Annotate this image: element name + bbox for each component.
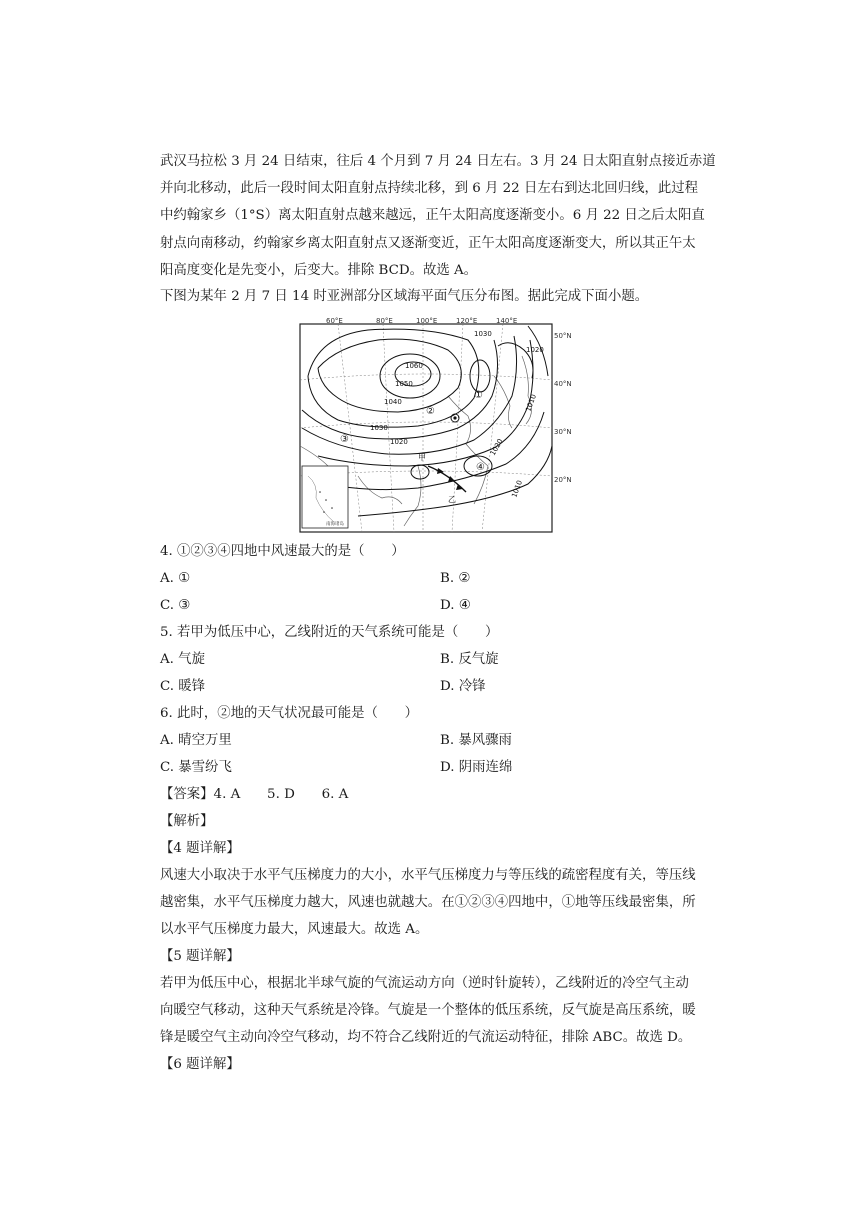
intro-line: 并向北移动，此后一段时间太阳直射点持续北移，到 6 月 22 日左右到达北回归线，此过程 xyxy=(160,181,699,197)
marker-2: ② xyxy=(426,406,435,417)
lon-label: 60°E xyxy=(326,317,343,325)
intro-line: 射点向南移动，约翰家乡离太阳直射点又逐渐变近，正午太阳高度逐渐变大，所以其正午太 xyxy=(160,235,696,251)
isobar-label: 1030 xyxy=(370,424,388,432)
q4-line: 以水平气压梯度力最大，风速最大。故选 A。 xyxy=(160,922,429,938)
lon-label: 140°E xyxy=(496,317,518,325)
q4-line: 越密集，水平气压梯度力越大，风速也就越大。在①②③④四地中，①地等压线最密集，所 xyxy=(160,895,696,911)
marker-yi: 乙 xyxy=(448,495,456,504)
question-6-option-c[interactable]: C. 暴雪纷飞 xyxy=(160,760,232,775)
answer-line: 【答案】4. A 5. D 6. A xyxy=(160,787,349,802)
question-5-option-d[interactable]: D. 冷锋 xyxy=(440,679,486,694)
isobar-label: 1040 xyxy=(384,398,402,406)
q5-line: 若甲为低压中心，根据北半球气旋的气流运动方向（逆时针旋转），乙线附近的冷空气主动 xyxy=(160,976,689,991)
isobar-label: 1020 xyxy=(390,438,408,446)
lon-label: 120°E xyxy=(456,317,478,325)
q4-heading: 【4 题详解】 xyxy=(160,841,240,856)
q5-explanation xyxy=(160,970,710,1052)
question-5-option-b[interactable]: B. 反气旋 xyxy=(440,652,499,667)
question-5-option-a[interactable]: A. 气旋 xyxy=(160,652,205,667)
analysis-label: 【解析】 xyxy=(160,814,214,829)
lat-label: 40°N xyxy=(554,380,572,388)
lat-label: 30°N xyxy=(554,428,572,436)
inset-label: 南海诸岛 xyxy=(326,522,344,527)
question-4-option-b[interactable]: B. ② xyxy=(440,571,471,586)
question-4-stem: 4. ①②③④四地中风速最大的是（ ） xyxy=(160,544,405,559)
marker-4: ④ xyxy=(476,462,485,473)
q4-explanation xyxy=(160,862,710,944)
question-5-option-c[interactable]: C. 暖锋 xyxy=(160,679,206,694)
marker-jia: 甲 xyxy=(418,453,426,462)
marker-3: ③ xyxy=(340,434,349,445)
q6-heading: 【6 题详解】 xyxy=(160,1057,240,1072)
question-4-option-c[interactable]: C. ③ xyxy=(160,598,191,613)
lon-label: 100°E xyxy=(416,317,438,325)
question-6-option-b[interactable]: B. 暴风骤雨 xyxy=(440,733,512,748)
question-5-stem: 5. 若甲为低压中心，乙线附近的天气系统可能是（ ） xyxy=(160,625,499,640)
q4-line: 风速大小取决于水平气压梯度力的大小，水平气压梯度力与等压线的疏密程度有关，等压线 xyxy=(160,868,696,883)
q5-line: 锋是暖空气主动向冷空气移动，均不符合乙线附近的气流运动特征，排除 ABC。故选 D。 xyxy=(160,1030,692,1046)
question-6-option-d[interactable]: D. 阴雨连绵 xyxy=(440,760,513,775)
question-stem-intro: 下图为某年 2 月 7 日 14 时亚洲部分区域海平面气压分布图。据此完成下面小题。 xyxy=(160,289,649,304)
isobar-label: 1030 xyxy=(474,330,492,338)
isobar-label: 1010 xyxy=(510,479,524,499)
intro-line: 武汉马拉松 3 月 24 日结束，往后 4 个月到 7 月 24 日左右。3 月 24 日太阳直射点接近赤道 xyxy=(160,154,716,169)
lat-label: 20°N xyxy=(554,476,572,484)
isobar-label: 1010 xyxy=(524,393,538,413)
question-4-option-a[interactable]: A. ① xyxy=(160,571,191,586)
isobar-label: 1060 xyxy=(405,362,423,370)
pressure-map-figure xyxy=(298,316,572,536)
isobar-label: 1020 xyxy=(526,346,544,354)
south-sea-inset xyxy=(302,466,348,528)
q5-line: 向暖空气移动，这种天气系统是冷锋。气旋是一个整体的低压系统，反气旋是高压系统，暖 xyxy=(160,1003,696,1019)
lon-label: 80°E xyxy=(376,317,393,325)
isobar-label: 1020 xyxy=(488,437,505,457)
intro-line: 阳高度变化是先变小，后变大。排除 BCD。故选 A。 xyxy=(160,262,478,278)
question-6-option-a[interactable]: A. 晴空万里 xyxy=(160,733,232,748)
intro-line: 中约翰家乡（1°S）离太阳直射点越来越远，正午太阳高度逐渐变小。6 月 22 日之后太阳直 xyxy=(160,208,705,224)
question-6-stem: 6. 此时，②地的天气状况最可能是（ ） xyxy=(160,706,419,721)
intro-paragraph xyxy=(160,148,716,284)
pressure-map xyxy=(298,316,572,536)
question-4-option-d[interactable]: D. ④ xyxy=(440,598,471,613)
isobar-label: 1050 xyxy=(395,380,413,388)
marker-1: ① xyxy=(474,390,483,401)
lat-label: 50°N xyxy=(554,332,572,340)
q5-heading: 【5 题详解】 xyxy=(160,949,240,964)
